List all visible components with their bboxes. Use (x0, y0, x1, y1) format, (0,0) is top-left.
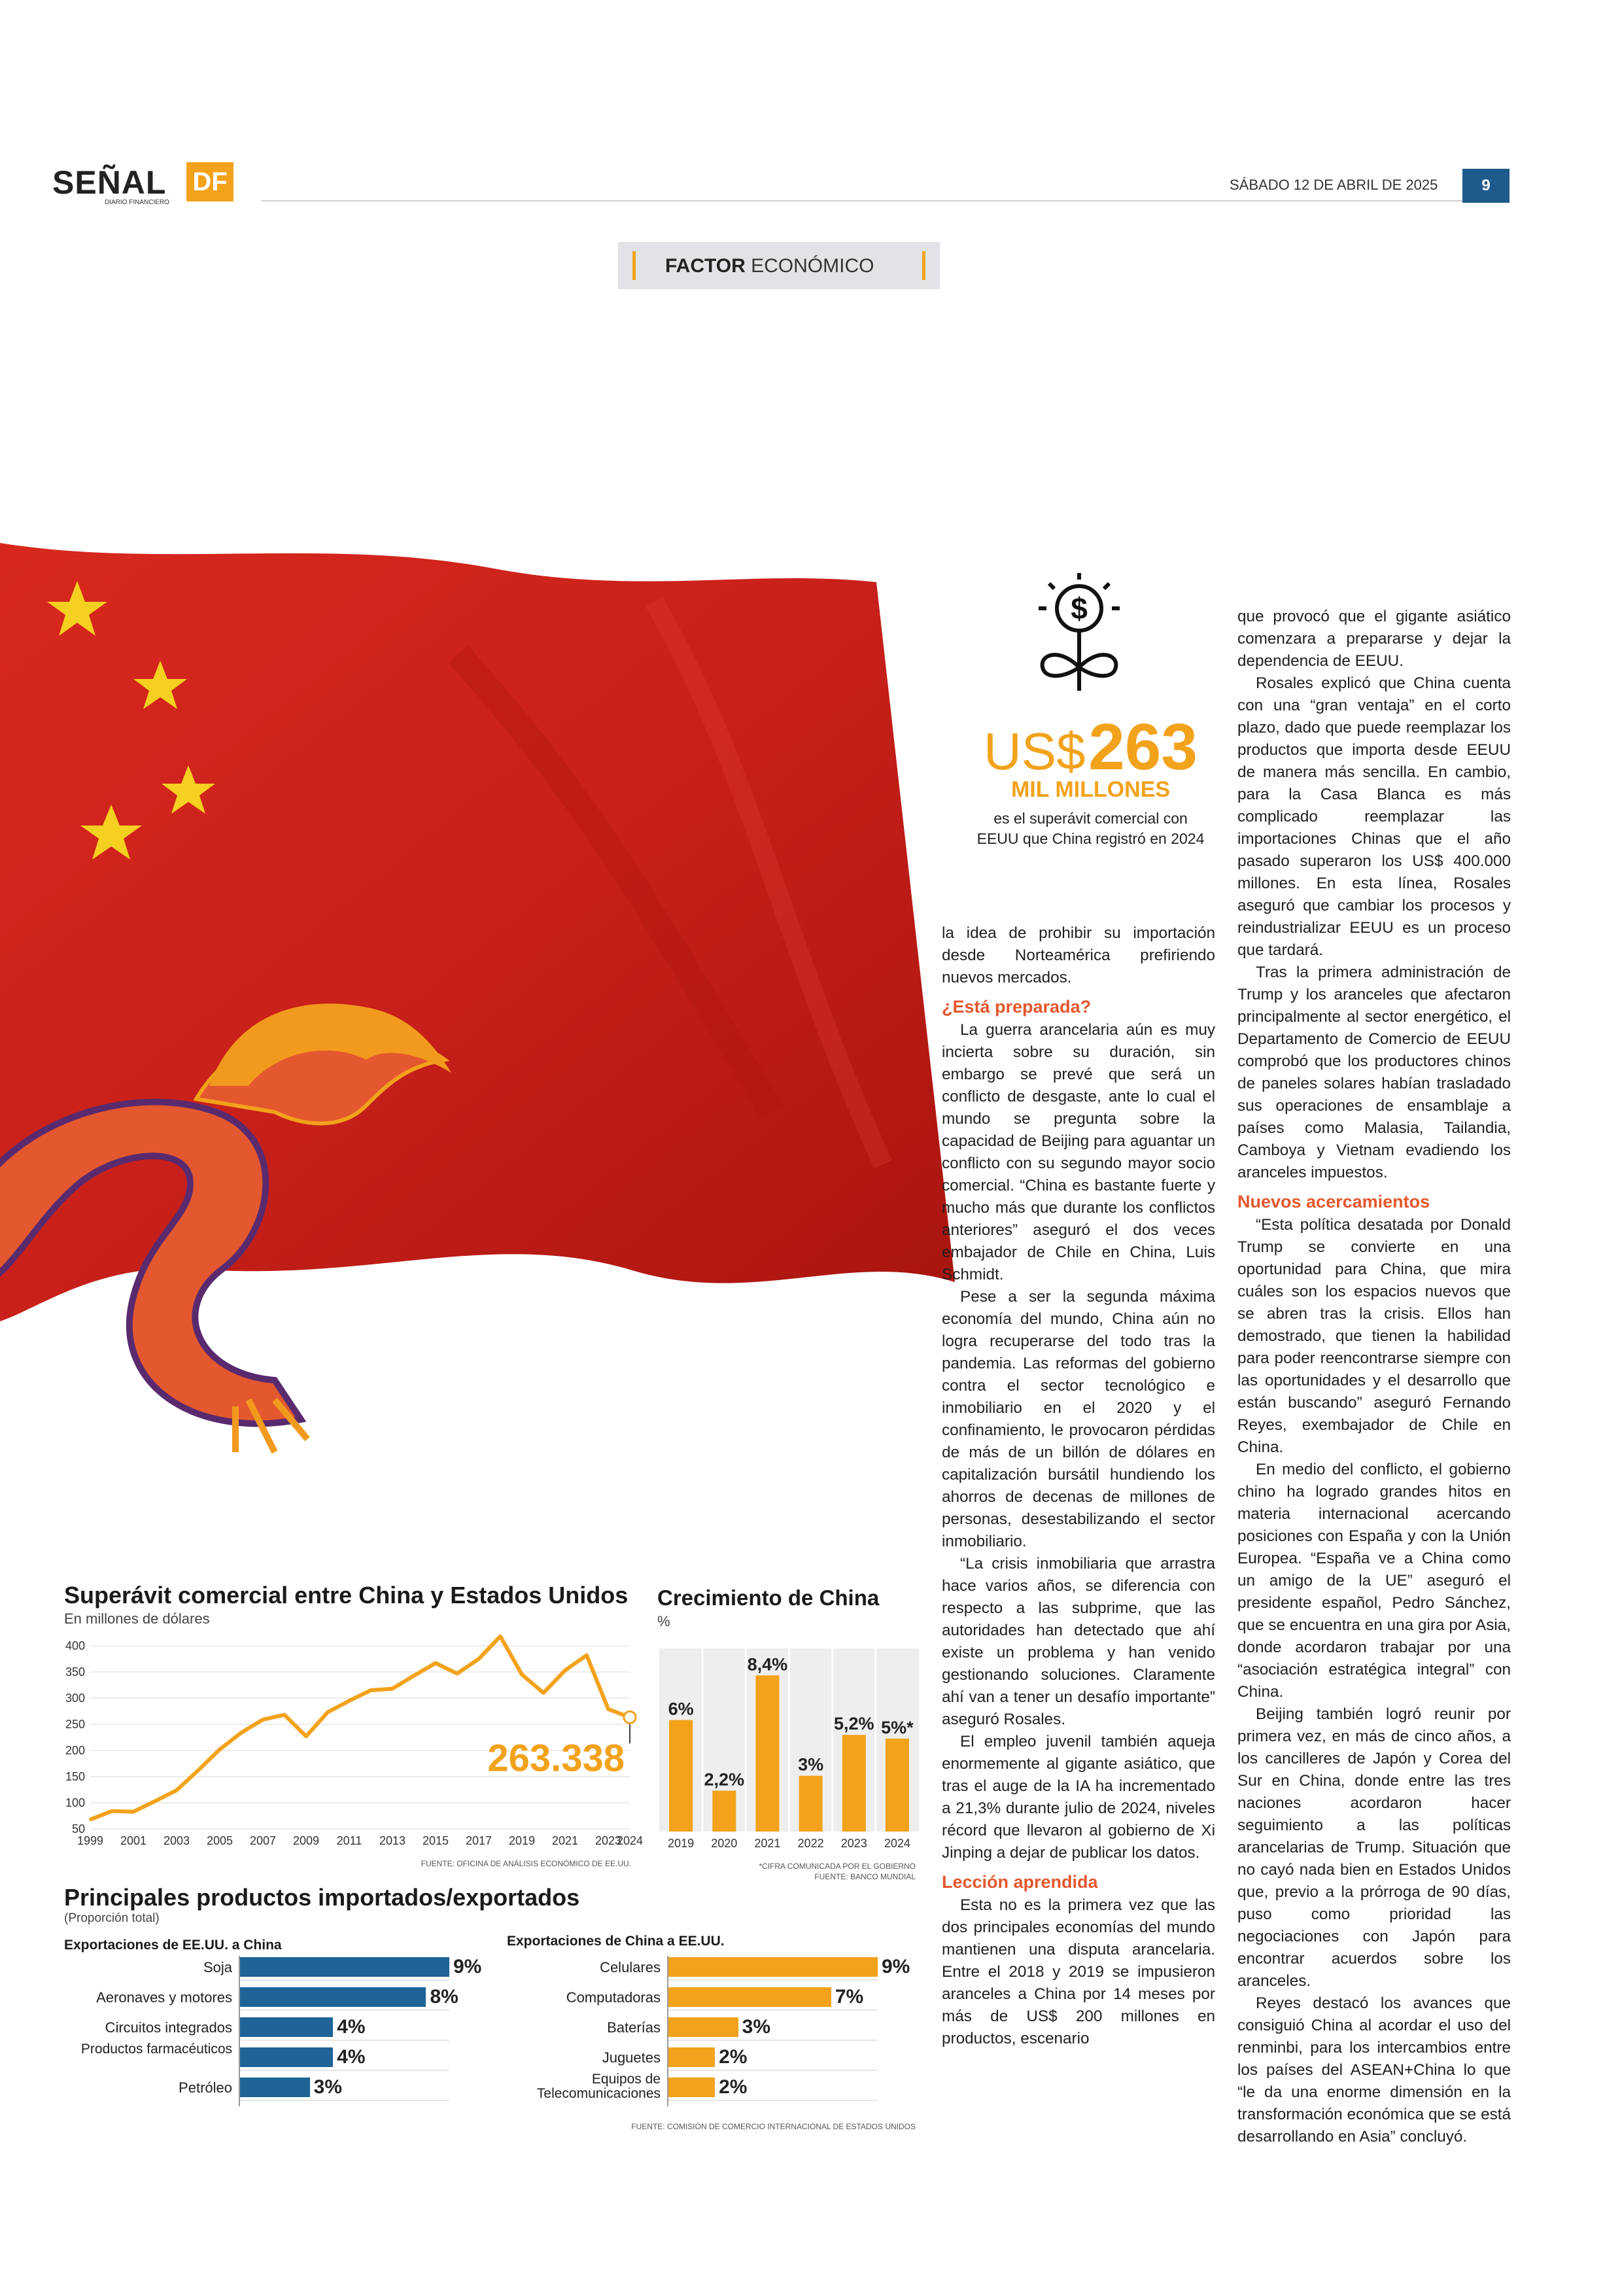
section-bar-left (632, 251, 636, 280)
x-tick-label: 2015 (422, 1834, 449, 1847)
y-tick-label: 250 (65, 1718, 85, 1731)
y-tick-label: 350 (65, 1665, 85, 1679)
data-point (89, 1818, 92, 1821)
product-bar (240, 1957, 449, 1977)
stat-unit: MIL MILLONES (1010, 777, 1171, 802)
product-bar (668, 1957, 878, 1977)
x-tick-label: 2011 (336, 1834, 362, 1847)
bar-category-label: Petróleo (179, 2079, 232, 2096)
row-divider (668, 2070, 878, 2071)
x-tick-label: 2009 (292, 1834, 320, 1847)
products-chart-title: Principales productos importados/exportados (64, 1884, 580, 1911)
growth-bar-label: 3% (798, 1754, 824, 1775)
data-point (154, 1800, 156, 1803)
paragraph: Esta no es la primera vez que las dos principales economías del mundo mantienen una disputa arancelaria. Entre el 2018 y 2019 se impusieron aranceles a China por 14 meses por más de US$ 200 millones en productos, escenario (942, 1896, 1215, 2047)
paragraph: que provocó que el gigante asiático comenzara a prepararse y dejar la dependencia de EEUU. (1237, 608, 1511, 670)
growth-source: FUENTE: BANCO MUNDIAL (814, 1872, 916, 1881)
product-bar (668, 2078, 715, 2097)
product-bar (240, 2047, 333, 2067)
stat-amount (971, 710, 1210, 785)
article-column-2 (1237, 606, 1511, 2148)
growth-note: *CIFRA COMUNICADA POR EL GOBIERNO (759, 1862, 916, 1871)
data-point (585, 1654, 588, 1656)
product-bar (240, 1987, 426, 2007)
row-divider (240, 2100, 449, 2101)
bar-category-label: Productos farmacéuticos (80, 2042, 232, 2057)
data-point (132, 1811, 135, 1813)
y-tick-label: 400 (65, 1639, 85, 1652)
section-label (618, 242, 940, 289)
x-tick-label: 2019 (508, 1834, 536, 1847)
brand-name: SEÑAL (52, 164, 167, 201)
x-tick-label: 1999 (77, 1834, 104, 1847)
growth-bar-label: 6% (668, 1699, 694, 1719)
section-label-rest: ECONÓMICO (745, 255, 874, 277)
product-bar-value: 3% (742, 2016, 771, 2038)
y-tick-label: 100 (65, 1796, 85, 1809)
x-tick-label: 2020 (711, 1837, 738, 1850)
subheading-prepared: ¿Está preparada? (942, 997, 1092, 1017)
x-tick-label: 2024 (884, 1837, 910, 1850)
section-label-bold: FACTOR (665, 255, 746, 277)
data-point (499, 1635, 502, 1638)
data-point (542, 1692, 545, 1694)
surplus-chart-subtitle: En millones de dólares (64, 1610, 210, 1627)
paragraph: Beijing también logró reunir por primera vez, en más de cinco años, a los cancilleres de Japón y Corea del Sur en China, donde entre las tres naciones acordaron hacer seguimiento a las políticas arancelarias de Trump. Situación que no cayó nada bien en Estados Unidos que, previo a la prórroga de 90 días, puso como prioridad las negociaciones con Japón para encontrar acuerdos sobre los aranceles. (1237, 1705, 1511, 1990)
paragraph: La guerra arancelaria aún es muy incierta sobre su duración, sin embargo se prevé que será un conflicto de desgaste, ante lo cual el mundo se pregunta sobre la capacidad de Beijing para aguantar un conflicto con su segundo mayor socio comercial. “China es bastante fuerte y mucho más que durante los conflictos anteriores” aseguró el dos veces embajador de Chile en China, Luis Schmidt. (942, 1021, 1215, 1283)
growth-bar (755, 1675, 779, 1832)
data-point (262, 1718, 264, 1721)
svg-text:$: $ (1071, 591, 1088, 625)
stat-value: 263 (1088, 710, 1198, 784)
product-bar (668, 2017, 738, 2037)
x-tick-label: 2003 (163, 1834, 190, 1847)
growth-bar-label: 5%* (881, 1717, 914, 1737)
products-source: FUENTE: COMISIÓN DE COMERCIO INTERNACIONAL DE ESTADOS UNIDOS (631, 2122, 916, 2131)
data-point (413, 1675, 415, 1677)
product-bar-value: 3% (313, 2076, 343, 2098)
stat-currency: US$ (984, 722, 1086, 780)
x-tick-label: 2021 (551, 1834, 579, 1847)
article-column-1 (942, 922, 1215, 2050)
growth-bar-chart (654, 1635, 925, 1854)
paragraph: Tras la primera administración de Trump y los aranceles que afectaron principalmente al sector energético, el Departamento de Comercio de EEUU comprobó que los productores chinos de paneles solares habían trasladado sus operaciones de ensamblaje a países como Malasia, Tailandia, Camboya y Vietnam evadiendo los aranceles impuestos. (1237, 964, 1511, 1181)
data-point (175, 1789, 178, 1792)
section-bar-right (922, 251, 925, 280)
bar-category-label: Aeronaves y motores (96, 1989, 232, 2006)
china-flag-dragon-illustration (0, 523, 968, 1491)
x-tick-label: 2001 (120, 1834, 147, 1847)
growth-bar-label: 5,2% (833, 1714, 874, 1734)
products-chart-subtitle: (Proporción total) (64, 1911, 160, 1925)
header-divider (262, 200, 1465, 201)
row-divider (240, 1979, 449, 1981)
y-tick-label: 50 (71, 1822, 85, 1835)
product-bar-value: 4% (337, 2046, 366, 2068)
bar-category-label: Celulares (600, 1959, 661, 1975)
x-tick-label: 2022 (797, 1837, 824, 1850)
data-point (456, 1672, 458, 1675)
row-divider (668, 2009, 878, 2011)
cn-exports-bar-chart (504, 1956, 916, 2113)
data-point (197, 1769, 199, 1771)
bar-category-label: Soja (203, 1959, 232, 1975)
product-bar (240, 2078, 310, 2097)
data-point (111, 1810, 113, 1813)
product-bar-value: 7% (835, 1986, 864, 2008)
growth-bar-label: 2,2% (704, 1769, 745, 1790)
subheading-new: Nuevos acercamientos (1237, 1192, 1430, 1211)
paragraph: El empleo juvenil también aqueja enormemente al gigante asiático, que tras el auge de la IA ha incrementado a 21,3% durante julio de 2024, niveles récord que llevaron al gobierno de Xi Jinping a dejar de publicar los datos. (942, 1733, 1215, 1862)
brand-subtitle: DIARIO FINANCIERO (105, 199, 169, 206)
x-tick-label: 2023 (840, 1837, 867, 1850)
data-point (607, 1708, 610, 1711)
row-divider (240, 2070, 449, 2071)
product-bar (668, 1987, 831, 2007)
row-divider (240, 2009, 449, 2011)
row-divider (668, 1979, 878, 1981)
subheading-lesson: Lección aprendida (942, 1872, 1098, 1892)
paragraph: la idea de prohibir su importación desde Norteamérica prefiriendo nuevos mercados. (942, 924, 1215, 986)
paragraph: Reyes destacó los avances que consiguió China al acordar el uso del renminbi, para los intercambios entre los países del ASEAN+China lo que “le da una enorme dimensión en la transformación económica que se está desarrollando en Asia” concluyó. (1237, 1994, 1511, 2146)
x-tick-label: 2007 (249, 1834, 277, 1847)
growth-bar (712, 1790, 736, 1832)
paragraph: Pese a ser la segunda máxima economía del mundo, China aún no logra recuperarse del todo tras la pandemia. Las reformas del gobierno contra el sector tecnológico e inmobiliario en el 2020 y el confinamiento, le provocaron pérdidas de más de un billón de dólares en capitalización bursátil hundiendo los ahorros de decenas de millones de personas, desestabilizando el sector inmobiliario. (942, 1288, 1215, 1550)
x-tick-label: 2021 (754, 1837, 781, 1850)
row-divider (240, 2040, 449, 2041)
data-point (326, 1711, 329, 1714)
paragraph: Rosales explicó que China cuenta con una “gran ventaja” en el corto plazo, dado que puede reemplazar los productos que importa desde EEUU de manera más sencilla. En cambio, para la Casa Blanca es más complicado reemplazar las importaciones Chinas que el año pasado superaron los US$ 400.000 millones. En esta línea, Rosales aseguró que cambiar los procesos y reindustrializar EEUU es un proceso que tardará. (1237, 674, 1511, 959)
brand-badge: DF (186, 162, 233, 201)
paragraph: En medio del conflicto, el gobierno chino ha logrado grandes hitos en materia internacional acercando posiciones con España y con la Unión Europea. “España ve a China como un amigo de la UE” aseguró el presidente español, Pedro Sánchez, que se encuentra en una gira por Asia, donde acordaron trabajar por una “asociación estratégica integral” con China. (1237, 1461, 1511, 1701)
data-point (305, 1735, 307, 1737)
growth-bar-label: 8,4% (747, 1654, 788, 1675)
y-tick-label: 300 (65, 1692, 85, 1705)
data-point (434, 1661, 437, 1664)
product-bar-value: 9% (882, 1956, 910, 1977)
highlight-point (624, 1711, 636, 1723)
brand-logo (52, 162, 242, 208)
product-bar (240, 2017, 333, 2037)
bar-category-label: Equipos de Telecomunicaciones (536, 2072, 661, 2101)
money-plant-icon (1033, 569, 1125, 693)
data-point (477, 1658, 480, 1660)
x-tick-label: 2023 (595, 1834, 622, 1847)
x-tick-label: 2013 (379, 1834, 406, 1847)
data-point (283, 1714, 286, 1716)
bar-category-label: Juguetes (602, 2049, 661, 2066)
bar-category-label: Baterías (607, 2019, 661, 2036)
growth-bar (799, 1776, 823, 1832)
us-exports-title: Exportaciones de EE.UU. a China (64, 1938, 282, 1953)
us-exports-bar-chart (52, 1956, 491, 2113)
data-point (521, 1673, 523, 1676)
bar-category-label: Computadoras (566, 1989, 661, 2006)
issue-date: SÁBADO 12 DE ABRIL DE 2025 (1230, 177, 1438, 193)
highlight-value-label: 263.338 (487, 1737, 625, 1780)
data-point (370, 1689, 372, 1692)
growth-chart-title: Crecimiento de China (657, 1586, 880, 1610)
data-point (391, 1688, 394, 1690)
growth-bar (886, 1739, 909, 1832)
surplus-source: FUENTE: OFICINA DE ANÁLISIS ECONÓMICO DE EE.UU. (421, 1859, 631, 1868)
row-divider (668, 2040, 878, 2041)
row-divider (668, 2100, 878, 2101)
y-tick-label: 150 (65, 1770, 85, 1783)
bar-category-label: Circuitos integrados (105, 2019, 232, 2036)
growth-chart-subtitle: % (657, 1613, 670, 1629)
x-tick-label: 2017 (465, 1834, 492, 1847)
x-tick-label: 2005 (206, 1834, 233, 1847)
product-bar-value: 2% (719, 2046, 748, 2068)
data-point (240, 1731, 243, 1734)
data-point (348, 1699, 351, 1702)
growth-bar (842, 1735, 866, 1832)
surplus-chart-title: Superávit comercial entre China y Estados Unidos (64, 1582, 629, 1609)
product-bar-value: 8% (430, 1986, 458, 2008)
x-tick-label: 2024 (616, 1834, 644, 1847)
y-tick-label: 200 (65, 1744, 85, 1757)
data-point (564, 1669, 566, 1672)
x-tick-label: 2019 (668, 1837, 695, 1850)
product-bar (668, 2047, 715, 2067)
page-number: 9 (1462, 169, 1510, 203)
data-point (218, 1748, 221, 1750)
product-bar-value: 9% (453, 1956, 482, 1977)
product-bar-value: 2% (719, 2076, 748, 2098)
product-bar-value: 4% (337, 2016, 366, 2038)
paragraph: “La crisis inmobiliaria que arrastra hace varios años, se diferencia con respecto a las subprime, que las autoridades han detectado que ahí existe un problema y han venido gestionando soluciones. Claramente ahí van a tener un desafío importante” aseguró Rosales. (942, 1555, 1215, 1728)
paragraph: “Esta política desatada por Donald Trump se convierte en una oportunidad para China, que mira cuáles son los espacios nuevos que se abren tras la crisis. Ellos han demostrado, que tienen la habilidad para poder reencontrarse siempre con las oportunidades y el desarrollo que están buscando” aseguró Fernando Reyes, exembajador de Chile en China. (1237, 1216, 1511, 1456)
growth-bar (669, 1720, 693, 1832)
surplus-series-line (90, 1637, 630, 1820)
surplus-line-chart (64, 1633, 644, 1849)
cn-exports-title: Exportaciones de China a EE.UU. (507, 1934, 725, 1949)
stat-description: es el superávit comercial con EEUU que China registró en 2024 (976, 810, 1205, 847)
